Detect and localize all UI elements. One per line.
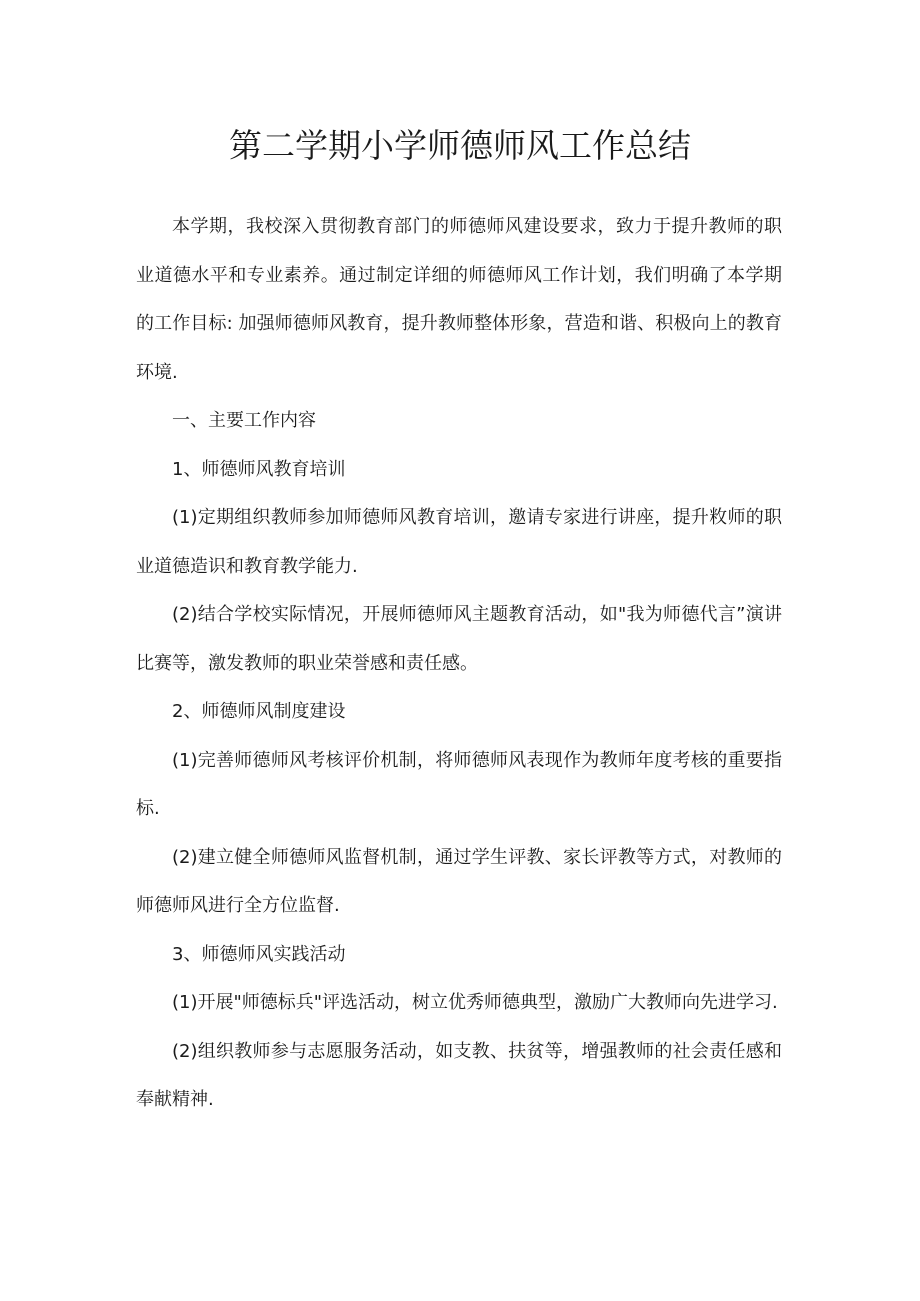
system-item-1: (1)完善师德师风考核评价机制，将师德师风表现作为教师年度考核的重要指标. (136, 749, 782, 819)
subsection-heading-practice: 3、师德师风实践活动 (172, 943, 346, 965)
subsection-heading-training: 1、师德师风教育培训 (172, 458, 346, 480)
section-heading-main-work: 一、主要工作内容 (172, 410, 316, 431)
document-title: 第二学期小学师德师风工作总结 (229, 126, 691, 165)
practice-item-1: (1)开展"师德标兵"评选活动，树立优秀师德典型，激励广大教师向先进学习. (172, 992, 778, 1013)
system-item-2: (2)建立健全师德师风监督机制，通过学生评教、家长评教等方式，对教师的师德师风进行全方位监督. (136, 846, 782, 916)
training-item-2: (2)结合学校实际情况，开展师德师风主题教育活动，如"我为师德代言”演讲比赛等，激发教师的职业荣誉感和责任感。 (136, 604, 782, 674)
subsection-heading-system: 2、师德师风制度建设 (172, 701, 346, 722)
practice-item-2: (2)组织教师参与志愿服务活动，如支教、扶贫等，增强教师的社会责任感和奉献精神. (136, 1040, 782, 1110)
intro-paragraph: 本学期，我校深入贯彻教育部门的师德师风建设要求，致力于提升教师的职业道德水平和专业素养。通过制定详细的师德师风工作计划，我们明确了本学期的工作目标: 加强师德师风教育，提升教师整体形象，营造和谐、积极向上的教育环境. (136, 216, 782, 383)
training-item-1: (1)定期组织教师参加师德师风教育培训，邀请专家进行讲座，提升敉师的职业道德造识和教育教学能力. (136, 507, 782, 577)
document-body (136, 203, 782, 1125)
